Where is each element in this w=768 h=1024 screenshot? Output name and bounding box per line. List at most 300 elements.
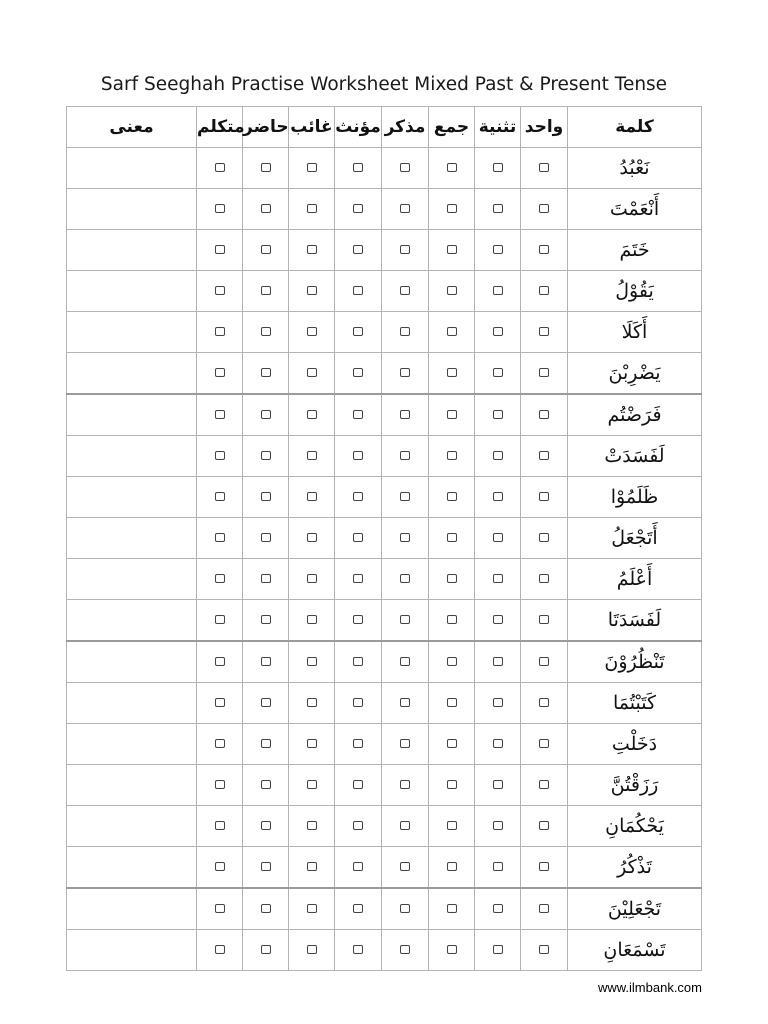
checkbox-muannath[interactable] (353, 286, 363, 295)
checkbox-muannath[interactable] (353, 451, 363, 460)
checkbox-wahid[interactable] (539, 821, 549, 830)
checkbox-cell-mutakallim (197, 806, 243, 847)
checkbox-cell-hadir (243, 230, 289, 271)
checkbox-cell-tathniyah (475, 806, 521, 847)
header-ghaib: غائب (289, 107, 335, 148)
checkbox-cell-tathniyah (475, 518, 521, 559)
checkbox-muannath[interactable] (353, 410, 363, 419)
checkbox-wahid[interactable] (539, 862, 549, 871)
checkbox-cell-muannath (335, 683, 382, 724)
checkbox-cell-jam (429, 394, 475, 436)
checkbox-mutakallim[interactable] (215, 492, 225, 501)
checkbox-cell-wahid (521, 518, 568, 559)
word-cell: خَتَمَ (568, 230, 702, 271)
checkbox-mutakallim[interactable] (215, 286, 225, 295)
checkbox-cell-mudhakkar (382, 847, 429, 889)
checkbox-wahid[interactable] (539, 451, 549, 460)
checkbox-cell-hadir (243, 888, 289, 930)
table-row (67, 436, 702, 477)
checkbox-muannath[interactable] (353, 945, 363, 954)
checkbox-jam[interactable] (447, 204, 457, 213)
checkbox-cell-tathniyah (475, 930, 521, 971)
checkbox-cell-jam (429, 847, 475, 889)
checkbox-ghaib[interactable] (307, 533, 317, 542)
checkbox-muannath[interactable] (353, 615, 363, 624)
checkbox-cell-tathniyah (475, 148, 521, 189)
checkbox-hadir[interactable] (261, 163, 271, 172)
checkbox-jam[interactable] (447, 780, 457, 789)
checkbox-hadir[interactable] (261, 945, 271, 954)
checkbox-cell-ghaib (289, 765, 335, 806)
word-cell: يَحْكُمَانِ (568, 806, 702, 847)
checkbox-mutakallim[interactable] (215, 574, 225, 583)
word-cell: كَتَبْتُمَا (568, 683, 702, 724)
checkbox-ghaib[interactable] (307, 327, 317, 336)
checkbox-hadir[interactable] (261, 410, 271, 419)
header-mudhakkar: مذكر (382, 107, 429, 148)
checkbox-mutakallim[interactable] (215, 245, 225, 254)
meaning-cell[interactable] (67, 724, 197, 765)
table-row (67, 477, 702, 518)
checkbox-mutakallim[interactable] (215, 780, 225, 789)
checkbox-muannath[interactable] (353, 533, 363, 542)
checkbox-jam[interactable] (447, 245, 457, 254)
checkbox-mutakallim[interactable] (215, 327, 225, 336)
checkbox-mudhakkar[interactable] (400, 451, 410, 460)
checkbox-ghaib[interactable] (307, 286, 317, 295)
checkbox-cell-mutakallim (197, 559, 243, 600)
header-mutakallim: متكلم (197, 107, 243, 148)
checkbox-ghaib[interactable] (307, 615, 317, 624)
checkbox-muannath[interactable] (353, 574, 363, 583)
table-row (67, 189, 702, 230)
checkbox-cell-jam (429, 518, 475, 559)
checkbox-jam[interactable] (447, 451, 457, 460)
checkbox-tathniyah[interactable] (493, 533, 503, 542)
meaning-cell[interactable] (67, 641, 197, 683)
checkbox-cell-mudhakkar (382, 148, 429, 189)
checkbox-hadir[interactable] (261, 492, 271, 501)
checkbox-mudhakkar[interactable] (400, 657, 410, 666)
checkbox-tathniyah[interactable] (493, 327, 503, 336)
checkbox-mudhakkar[interactable] (400, 615, 410, 624)
checkbox-mudhakkar[interactable] (400, 574, 410, 583)
checkbox-cell-jam (429, 189, 475, 230)
checkbox-mutakallim[interactable] (215, 821, 225, 830)
checkbox-jam[interactable] (447, 574, 457, 583)
word-cell: يَقُوْلُ (568, 271, 702, 312)
checkbox-ghaib[interactable] (307, 739, 317, 748)
checkbox-cell-tathniyah (475, 600, 521, 642)
checkbox-wahid[interactable] (539, 410, 549, 419)
meaning-cell[interactable] (67, 189, 197, 230)
checkbox-cell-mudhakkar (382, 559, 429, 600)
checkbox-hadir[interactable] (261, 780, 271, 789)
checkbox-muannath[interactable] (353, 204, 363, 213)
checkbox-mudhakkar[interactable] (400, 245, 410, 254)
worksheet-body (67, 148, 702, 971)
meaning-cell[interactable] (67, 765, 197, 806)
checkbox-cell-wahid (521, 477, 568, 518)
checkbox-cell-ghaib (289, 394, 335, 436)
worksheet-table (66, 106, 702, 971)
checkbox-jam[interactable] (447, 945, 457, 954)
website-url: www.ilmbank.com (597, 980, 702, 995)
header-word: كلمة (568, 107, 702, 148)
checkbox-mutakallim[interactable] (215, 657, 225, 666)
checkbox-mudhakkar[interactable] (400, 780, 410, 789)
checkbox-wahid[interactable] (539, 245, 549, 254)
checkbox-mudhakkar[interactable] (400, 904, 410, 913)
checkbox-ghaib[interactable] (307, 904, 317, 913)
checkbox-mudhakkar[interactable] (400, 945, 410, 954)
meaning-cell[interactable] (67, 518, 197, 559)
checkbox-wahid[interactable] (539, 615, 549, 624)
checkbox-jam[interactable] (447, 410, 457, 419)
checkbox-mutakallim[interactable] (215, 698, 225, 707)
checkbox-tathniyah[interactable] (493, 163, 503, 172)
checkbox-cell-wahid (521, 930, 568, 971)
checkbox-tathniyah[interactable] (493, 821, 503, 830)
checkbox-mudhakkar[interactable] (400, 492, 410, 501)
checkbox-hadir[interactable] (261, 739, 271, 748)
checkbox-jam[interactable] (447, 657, 457, 666)
word-cell: أَنْعَمْتَ (568, 189, 702, 230)
word-cell: رَزَقْتُنَّ (568, 765, 702, 806)
checkbox-ghaib[interactable] (307, 368, 317, 377)
checkbox-mutakallim[interactable] (215, 204, 225, 213)
checkbox-cell-hadir (243, 271, 289, 312)
table-row (67, 724, 702, 765)
checkbox-mudhakkar[interactable] (400, 204, 410, 213)
checkbox-jam[interactable] (447, 698, 457, 707)
checkbox-hadir[interactable] (261, 451, 271, 460)
checkbox-cell-mudhakkar (382, 683, 429, 724)
checkbox-ghaib[interactable] (307, 780, 317, 789)
word-cell: أَعْلَمُ (568, 559, 702, 600)
meaning-cell[interactable] (67, 477, 197, 518)
checkbox-tathniyah[interactable] (493, 368, 503, 377)
checkbox-cell-muannath (335, 353, 382, 395)
checkbox-tathniyah[interactable] (493, 245, 503, 254)
meaning-cell[interactable] (67, 930, 197, 971)
checkbox-cell-tathniyah (475, 559, 521, 600)
word-cell: لَفَسَدَتْ (568, 436, 702, 477)
checkbox-cell-wahid (521, 436, 568, 477)
checkbox-ghaib[interactable] (307, 945, 317, 954)
checkbox-cell-hadir (243, 312, 289, 353)
checkbox-cell-hadir (243, 724, 289, 765)
checkbox-cell-tathniyah (475, 724, 521, 765)
checkbox-mutakallim[interactable] (215, 368, 225, 377)
checkbox-muannath[interactable] (353, 245, 363, 254)
meaning-cell[interactable] (67, 436, 197, 477)
checkbox-cell-muannath (335, 518, 382, 559)
header-hadir: حاضر (243, 107, 289, 148)
checkbox-hadir[interactable] (261, 533, 271, 542)
checkbox-muannath[interactable] (353, 904, 363, 913)
checkbox-hadir[interactable] (261, 657, 271, 666)
checkbox-wahid[interactable] (539, 204, 549, 213)
checkbox-cell-jam (429, 641, 475, 683)
header-muannath: مؤنث (335, 107, 382, 148)
checkbox-mudhakkar[interactable] (400, 368, 410, 377)
checkbox-jam[interactable] (447, 821, 457, 830)
checkbox-hadir[interactable] (261, 615, 271, 624)
checkbox-cell-mutakallim (197, 930, 243, 971)
checkbox-mutakallim[interactable] (215, 451, 225, 460)
worksheet-title: Sarf Seeghah Practise Worksheet Mixed Past & Present Tense (100, 74, 668, 95)
table-row (67, 847, 702, 889)
table-row (67, 930, 702, 971)
checkbox-cell-tathniyah (475, 394, 521, 436)
checkbox-cell-wahid (521, 271, 568, 312)
checkbox-cell-wahid (521, 600, 568, 642)
checkbox-cell-wahid (521, 148, 568, 189)
checkbox-cell-mudhakkar (382, 230, 429, 271)
checkbox-ghaib[interactable] (307, 163, 317, 172)
checkbox-tathniyah[interactable] (493, 286, 503, 295)
checkbox-muannath[interactable] (353, 739, 363, 748)
checkbox-cell-wahid (521, 353, 568, 395)
checkbox-mutakallim[interactable] (215, 739, 225, 748)
table-row (67, 683, 702, 724)
checkbox-cell-mudhakkar (382, 477, 429, 518)
checkbox-cell-hadir (243, 641, 289, 683)
checkbox-wahid[interactable] (539, 739, 549, 748)
checkbox-cell-tathniyah (475, 312, 521, 353)
checkbox-mudhakkar[interactable] (400, 327, 410, 336)
checkbox-cell-ghaib (289, 518, 335, 559)
checkbox-jam[interactable] (447, 286, 457, 295)
checkbox-hadir[interactable] (261, 862, 271, 871)
checkbox-cell-hadir (243, 518, 289, 559)
word-cell: تَنْظُرُوْنَ (568, 641, 702, 683)
checkbox-cell-muannath (335, 477, 382, 518)
table-row (67, 888, 702, 930)
checkbox-hadir[interactable] (261, 904, 271, 913)
checkbox-jam[interactable] (447, 615, 457, 624)
checkbox-jam[interactable] (447, 327, 457, 336)
checkbox-cell-jam (429, 312, 475, 353)
table-row (67, 600, 702, 642)
checkbox-ghaib[interactable] (307, 657, 317, 666)
meaning-cell[interactable] (67, 394, 197, 436)
checkbox-hadir[interactable] (261, 574, 271, 583)
checkbox-hadir[interactable] (261, 245, 271, 254)
checkbox-jam[interactable] (447, 368, 457, 377)
checkbox-jam[interactable] (447, 533, 457, 542)
checkbox-cell-mudhakkar (382, 353, 429, 395)
table-row (67, 148, 702, 189)
meaning-cell[interactable] (67, 230, 197, 271)
checkbox-cell-wahid (521, 559, 568, 600)
checkbox-mudhakkar[interactable] (400, 821, 410, 830)
checkbox-cell-jam (429, 683, 475, 724)
checkbox-wahid[interactable] (539, 533, 549, 542)
meaning-cell[interactable] (67, 806, 197, 847)
checkbox-mutakallim[interactable] (215, 533, 225, 542)
checkbox-tathniyah[interactable] (493, 945, 503, 954)
checkbox-mutakallim[interactable] (215, 945, 225, 954)
checkbox-wahid[interactable] (539, 163, 549, 172)
checkbox-mutakallim[interactable] (215, 615, 225, 624)
word-cell: لَفَسَدَتَا (568, 600, 702, 642)
checkbox-muannath[interactable] (353, 657, 363, 666)
checkbox-tathniyah[interactable] (493, 492, 503, 501)
checkbox-muannath[interactable] (353, 862, 363, 871)
checkbox-mutakallim[interactable] (215, 410, 225, 419)
checkbox-mutakallim[interactable] (215, 904, 225, 913)
checkbox-ghaib[interactable] (307, 245, 317, 254)
checkbox-muannath[interactable] (353, 327, 363, 336)
meaning-cell[interactable] (67, 271, 197, 312)
checkbox-hadir[interactable] (261, 204, 271, 213)
checkbox-mudhakkar[interactable] (400, 698, 410, 707)
checkbox-tathniyah[interactable] (493, 204, 503, 213)
checkbox-mudhakkar[interactable] (400, 410, 410, 419)
table-row (67, 271, 702, 312)
checkbox-cell-muannath (335, 930, 382, 971)
meaning-cell[interactable] (67, 600, 197, 642)
checkbox-cell-mudhakkar (382, 765, 429, 806)
header-meaning: معنى (67, 107, 197, 148)
checkbox-muannath[interactable] (353, 163, 363, 172)
checkbox-cell-tathniyah (475, 353, 521, 395)
checkbox-tathniyah[interactable] (493, 862, 503, 871)
checkbox-cell-mutakallim (197, 765, 243, 806)
checkbox-hadir[interactable] (261, 286, 271, 295)
checkbox-hadir[interactable] (261, 698, 271, 707)
checkbox-cell-mudhakkar (382, 312, 429, 353)
checkbox-cell-ghaib (289, 806, 335, 847)
checkbox-hadir[interactable] (261, 368, 271, 377)
checkbox-cell-mudhakkar (382, 600, 429, 642)
checkbox-wahid[interactable] (539, 904, 549, 913)
checkbox-cell-ghaib (289, 888, 335, 930)
checkbox-cell-muannath (335, 230, 382, 271)
checkbox-muannath[interactable] (353, 780, 363, 789)
checkbox-ghaib[interactable] (307, 862, 317, 871)
checkbox-ghaib[interactable] (307, 492, 317, 501)
checkbox-muannath[interactable] (353, 821, 363, 830)
table-row (67, 641, 702, 683)
checkbox-cell-hadir (243, 477, 289, 518)
checkbox-ghaib[interactable] (307, 574, 317, 583)
checkbox-cell-mutakallim (197, 436, 243, 477)
checkbox-cell-muannath (335, 724, 382, 765)
checkbox-cell-muannath (335, 148, 382, 189)
checkbox-tathniyah[interactable] (493, 657, 503, 666)
word-cell: دَخَلْتِ (568, 724, 702, 765)
checkbox-cell-mutakallim (197, 600, 243, 642)
checkbox-mutakallim[interactable] (215, 163, 225, 172)
meaning-cell[interactable] (67, 683, 197, 724)
checkbox-ghaib[interactable] (307, 451, 317, 460)
word-cell: أَكَلَا (568, 312, 702, 353)
checkbox-cell-ghaib (289, 271, 335, 312)
checkbox-cell-hadir (243, 189, 289, 230)
checkbox-wahid[interactable] (539, 368, 549, 377)
checkbox-cell-muannath (335, 888, 382, 930)
checkbox-ghaib[interactable] (307, 821, 317, 830)
checkbox-muannath[interactable] (353, 368, 363, 377)
meaning-cell[interactable] (67, 888, 197, 930)
checkbox-cell-mutakallim (197, 271, 243, 312)
checkbox-tathniyah[interactable] (493, 574, 503, 583)
checkbox-cell-ghaib (289, 641, 335, 683)
checkbox-tathniyah[interactable] (493, 698, 503, 707)
checkbox-wahid[interactable] (539, 657, 549, 666)
checkbox-tathniyah[interactable] (493, 451, 503, 460)
checkbox-tathniyah[interactable] (493, 739, 503, 748)
checkbox-cell-hadir (243, 148, 289, 189)
meaning-cell[interactable] (67, 559, 197, 600)
checkbox-wahid[interactable] (539, 780, 549, 789)
checkbox-tathniyah[interactable] (493, 780, 503, 789)
checkbox-tathniyah[interactable] (493, 615, 503, 624)
checkbox-wahid[interactable] (539, 492, 549, 501)
checkbox-ghaib[interactable] (307, 410, 317, 419)
checkbox-tathniyah[interactable] (493, 904, 503, 913)
checkbox-cell-hadir (243, 436, 289, 477)
checkbox-cell-muannath (335, 806, 382, 847)
checkbox-mudhakkar[interactable] (400, 739, 410, 748)
checkbox-mudhakkar[interactable] (400, 286, 410, 295)
checkbox-wahid[interactable] (539, 574, 549, 583)
checkbox-jam[interactable] (447, 163, 457, 172)
checkbox-cell-mutakallim (197, 394, 243, 436)
checkbox-hadir[interactable] (261, 327, 271, 336)
checkbox-ghaib[interactable] (307, 204, 317, 213)
checkbox-cell-tathniyah (475, 189, 521, 230)
checkbox-jam[interactable] (447, 904, 457, 913)
checkbox-cell-wahid (521, 765, 568, 806)
checkbox-cell-ghaib (289, 847, 335, 889)
checkbox-mutakallim[interactable] (215, 862, 225, 871)
checkbox-cell-hadir (243, 765, 289, 806)
checkbox-wahid[interactable] (539, 945, 549, 954)
checkbox-jam[interactable] (447, 862, 457, 871)
checkbox-jam[interactable] (447, 492, 457, 501)
word-cell: تَذْكُرُ (568, 847, 702, 889)
checkbox-muannath[interactable] (353, 698, 363, 707)
meaning-cell[interactable] (67, 353, 197, 395)
checkbox-mudhakkar[interactable] (400, 163, 410, 172)
meaning-cell[interactable] (67, 847, 197, 889)
checkbox-mudhakkar[interactable] (400, 533, 410, 542)
checkbox-cell-wahid (521, 847, 568, 889)
checkbox-ghaib[interactable] (307, 698, 317, 707)
meaning-cell[interactable] (67, 148, 197, 189)
checkbox-mudhakkar[interactable] (400, 862, 410, 871)
table-row (67, 394, 702, 436)
checkbox-cell-tathniyah (475, 230, 521, 271)
checkbox-wahid[interactable] (539, 286, 549, 295)
checkbox-wahid[interactable] (539, 327, 549, 336)
checkbox-cell-muannath (335, 189, 382, 230)
checkbox-wahid[interactable] (539, 698, 549, 707)
checkbox-cell-mutakallim (197, 641, 243, 683)
checkbox-tathniyah[interactable] (493, 410, 503, 419)
checkbox-muannath[interactable] (353, 492, 363, 501)
checkbox-cell-muannath (335, 765, 382, 806)
checkbox-cell-ghaib (289, 148, 335, 189)
checkbox-jam[interactable] (447, 739, 457, 748)
meaning-cell[interactable] (67, 312, 197, 353)
checkbox-hadir[interactable] (261, 821, 271, 830)
checkbox-cell-jam (429, 559, 475, 600)
